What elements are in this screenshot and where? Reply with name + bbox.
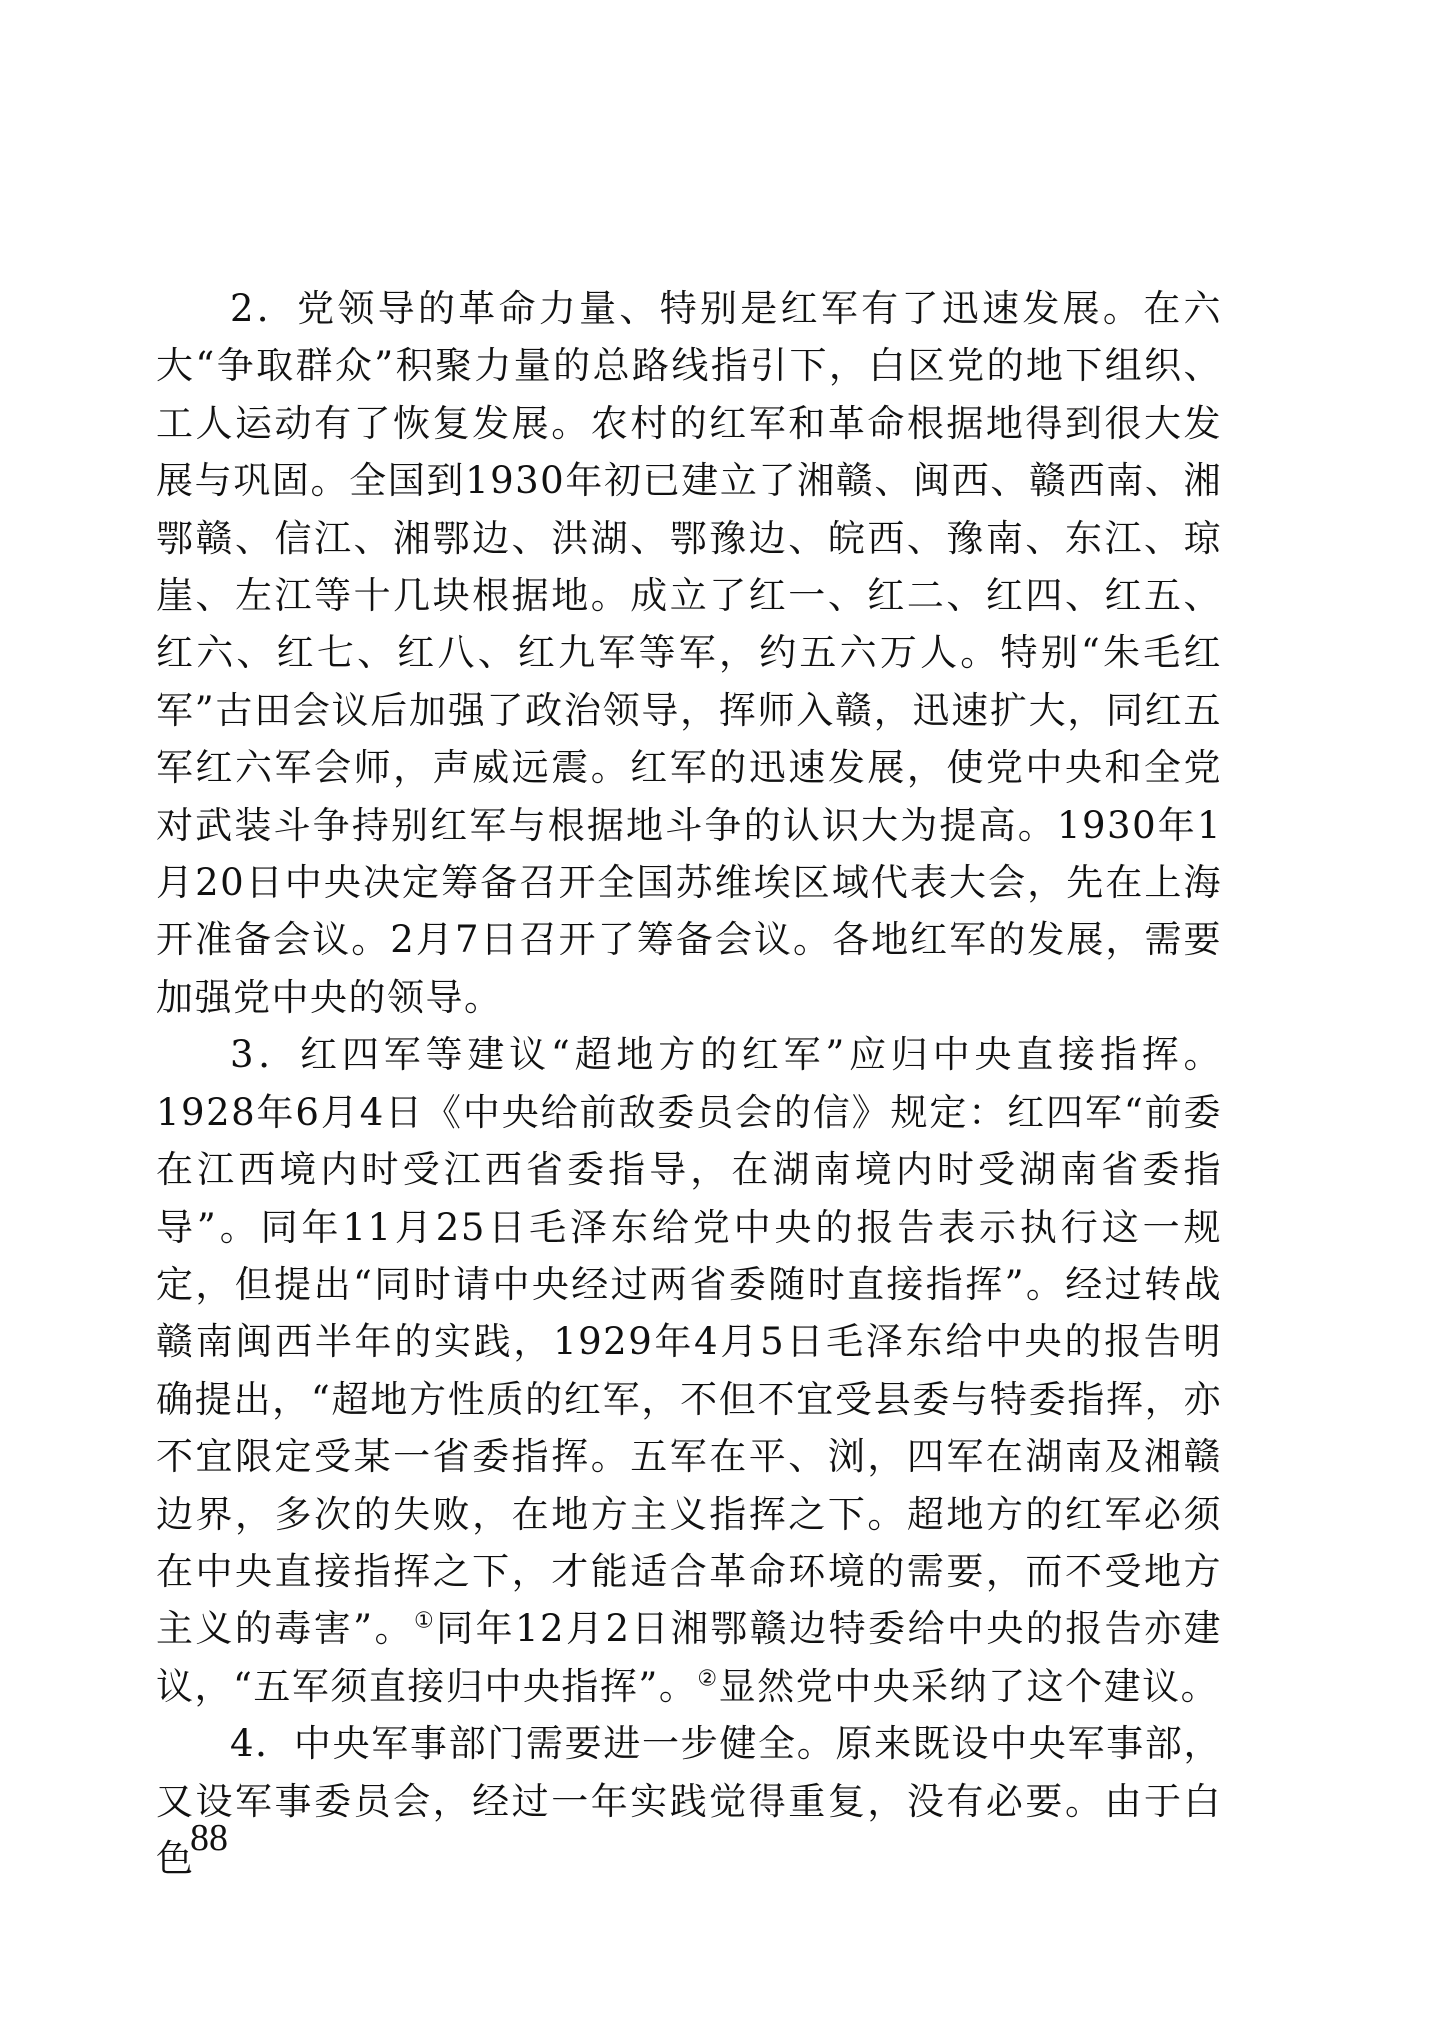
paragraph-3-text-part-1: 3．红四军等建议“超地方的红军”应归中央直接指挥。1928年6月4日《中央给前敌委员会的信》规定：红四军“前委在江西境内时受江西省委指导，在湖南境内时受湖南省委指导”。同年11月25日毛泽东给党中央的报告表示执行这一规定，但提出“同时请中央经过两省委随时直接指挥”。经过转战赣南闽西半年的实践，1929年4月5日毛泽东给中央的报告明确提出，“超地方性质的红军，不但不宜受县委与特委指挥，亦不宜限定受某一省委指挥。五军在平、浏，四军在湖南及湘赣边界，多次的失败，在地方主义指挥之下。超地方的红军必须在中央直接指挥之下，才能适合革命环境的需要，而不受地方主义的毒害”。 — [156, 1033, 1222, 1651]
page-body — [156, 280, 1222, 1887]
paragraph-3-text-part-3: 显然党中央采纳了这个建议。 — [718, 1664, 1220, 1708]
paragraph-4: 4．中央军事部门需要进一步健全。原来既设中央军事部，又设军事委员会，经过一年实践觉得重复，没有必要。由于白色 — [156, 1722, 1222, 1880]
paragraph-3-text-part-2: 同年12月2日湘鄂赣边特委给中央的报告亦建议，“五军须直接归中央指挥”。 — [156, 1607, 1223, 1708]
footnote-marker-2: ② — [697, 1666, 719, 1692]
paragraph-2: 2．党领导的革命力量、特别是红军有了迅速发展。在六大“争取群众”积聚力量的总路线指引下，白区党的地下组织、工人运动有了恢复发展。农村的红军和革命根据地得到很大发展与巩固。全国到1930年初已建立了湘赣、闽西、赣西南、湘鄂赣、信江、湘鄂边、洪湖、鄂豫边、皖西、豫南、东江、琼崖、左江等十几块根据地。成立了红一、红二、红四、红五、红六、红七、红八、红九军等军，约五六万人。特别“朱毛红军”古田会议后加强了政治领导，挥师入赣，迅速扩大，同红五军红六军会师，声威远震。红军的迅速发展，使党中央和全党对武装斗争持别红军与根据地斗争的认识大为提高。1930年1月20日中央决定筹备召开全国苏维埃区域代表大会，先在上海开准备会议。2月7日召开了筹备会议。各地红军的发展，需要加强党中央的领导。 — [156, 287, 1222, 1019]
paragraph-3 — [156, 1026, 1222, 1715]
footnote-marker-1: ① — [413, 1609, 437, 1635]
page-number: 88 — [190, 1817, 228, 1859]
